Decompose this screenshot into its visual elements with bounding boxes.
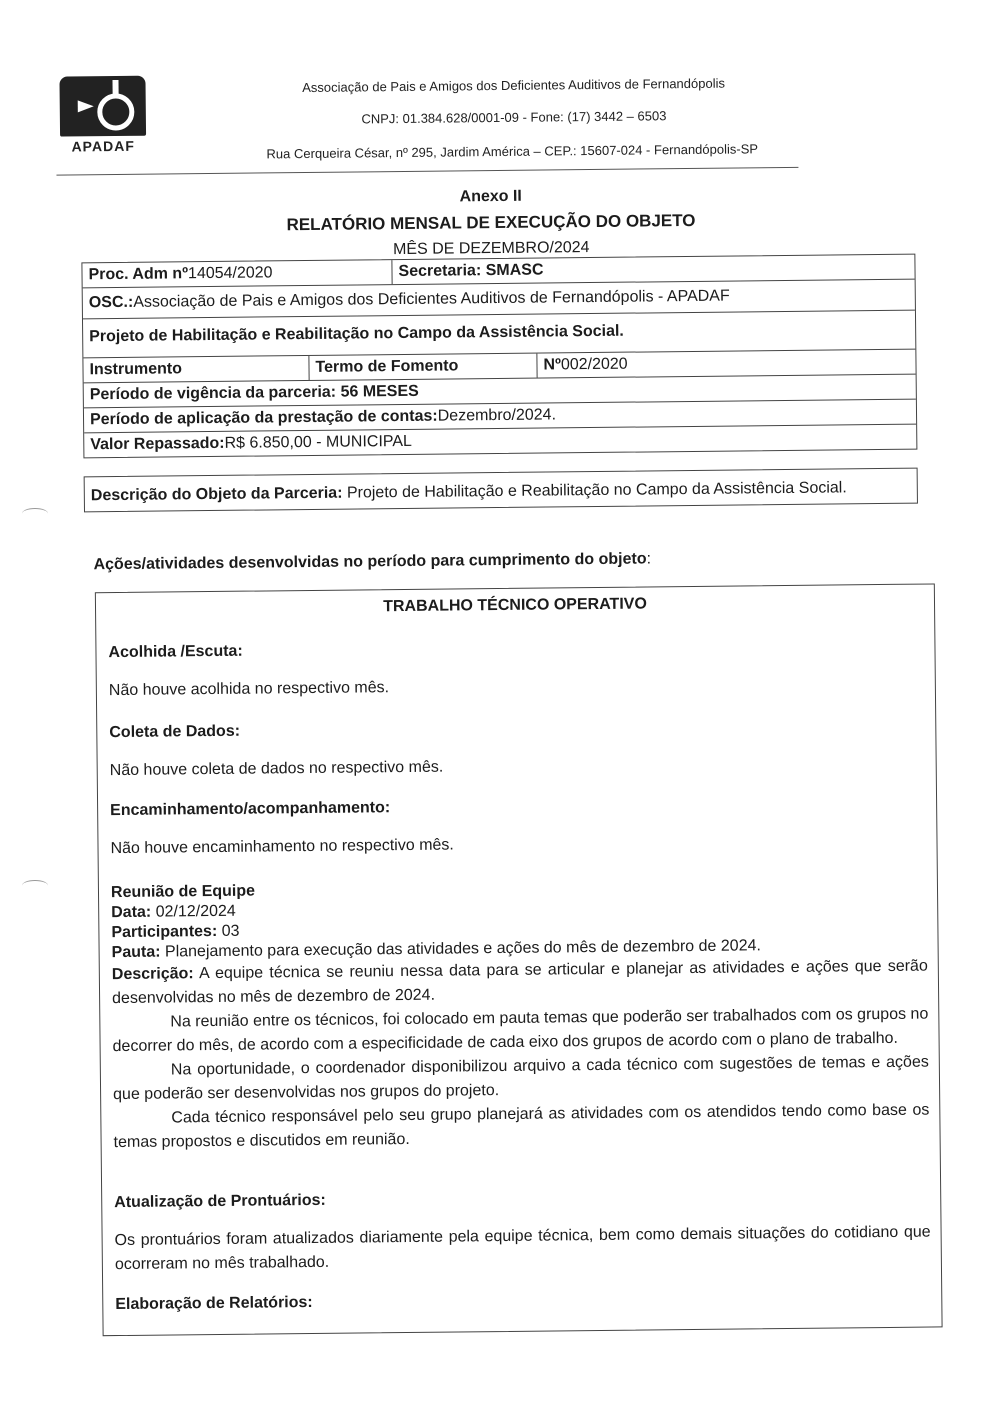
reuniao-paragraph-3: Cada técnico responsável pelo seu grupo planejará as atividades com os atendidos tendo como base os temas propostos e discutidos em reunião. [113,1101,930,1152]
logo-mark-icon [59,76,146,137]
acoes-suffix: : [646,550,652,568]
coleta-text: Não houve coleta de dados no respectivo mês. [109,758,444,780]
reuniao-paragraph-1: Na reunião entre os técnicos, foi colocado em pauta temas que poderão ser trabalhados com os grupos no decorrer do mês, de acordo com a especificidade de cada eixo dos grupos de acordo com o plano de trabalho. [112,1005,929,1056]
relatorios-section [115,1287,931,1316]
address: Rua Cerqueira César, nº 295, Jardim América – CEP.: 15607-024 - Fernandópolis-SP [266,141,759,162]
numero-label: Nº [543,356,561,374]
binder-hole-mark [22,508,48,519]
numero-value: 002/2020 [560,355,628,374]
proc-value: 14054/2020 [187,264,273,283]
acoes-label: Ações/atividades desenvolvidas no período para cumprimento do objeto [93,550,647,574]
acolhida-section [108,635,925,702]
instrumento-cell: Instrumento [83,356,309,382]
data-label: Data: [111,903,152,922]
vigencia-cell: Período de vigência da parceria: 56 MESES [89,382,419,404]
objeto-descricao-value: Projeto de Habilitação e Reabilitação no Campo da Assistência Social. [342,479,847,502]
encaminhamento-section [110,793,927,860]
reuniao-heading: Reunião de Equipe [110,882,256,902]
logo-text: APADAF [71,137,135,155]
apadaf-logo [55,76,150,157]
termo-cell: Termo de Fomento [309,354,537,380]
letterhead-divider [56,167,798,176]
reuniao-descricao [112,955,928,1012]
acoes-heading [93,550,651,574]
project-cell: Projeto de Habilitação e Reabilitação no Campo da Assistência Social. [89,322,624,346]
aplicacao-cell [84,403,562,432]
valor-value: R$ 6.850,00 - MUNICIPAL [224,432,413,452]
objeto-descricao-box [84,468,918,513]
info-table [81,254,917,459]
org-name: Associação de Pais e Amigos dos Deficientes Auditivos de Fernandópolis [302,75,726,96]
report-month: MÊS DE DEZEMBRO/2024 [392,239,590,259]
acolhida-text: Não houve acolhida no respectivo mês. [108,679,390,700]
prontuarios-heading: Atualização de Prontuários: [114,1191,326,1212]
osc-value: Associação de Pais e Amigos dos Deficientes Auditivos de Fernandópolis - APADAF [133,287,730,311]
coleta-section [109,715,926,782]
coleta-heading: Coleta de Dados: [109,722,241,742]
descricao-label: Descrição: [111,965,194,984]
proc-label: Proc. Adm nº [88,265,189,284]
valor-label: Valor Repassado: [90,434,225,454]
report-title: RELATÓRIO MENSAL DE EXECUÇÃO DO OBJETO [286,210,696,235]
proc-cell [82,260,392,287]
osc-label: OSC.: [88,293,134,312]
valor-cell [84,430,418,457]
participantes-value: 03 [217,922,240,940]
aplicacao-value: Dezembro/2024. [437,406,557,425]
prontuarios-text: Os prontuários foram atualizados diariamente pela equipe técnica, bem como demais situações do cotidiano que ocorreram no mês trabalhado. [114,1223,931,1274]
trabalho-tecnico-box [95,583,943,1336]
pauta-value: Planejamento para execução das atividades e ações do mês de dezembro de 2024. [160,937,761,961]
acolhida-heading: Acolhida /Escuta: [108,642,243,662]
objeto-descricao-label: Descrição do Objeto da Parceria: [90,484,343,505]
prontuarios-section [114,1185,931,1278]
encaminhamento-heading: Encaminhamento/acompanhamento: [110,799,391,820]
binder-hole-mark [22,880,48,891]
reuniao-paragraph-2: Na oportunidade, o coordenador disponibilizou arquivo a cada técnico com sugestões de temas e ações que poderão ser desenvolvidas nos grupos do projeto. [113,1053,929,1104]
encaminhamento-text: Não houve encaminhamento no respectivo mês. [110,836,454,858]
trabalho-tecnico-title: TRABALHO TÉCNICO OPERATIVO [383,595,647,616]
pauta-label: Pauta: [111,943,161,962]
aplicacao-label: Período de aplicação da prestação de contas: [89,407,438,429]
data-value: 02/12/2024 [151,902,236,921]
reuniao-section [111,875,930,1156]
annex-title: Anexo II [459,187,522,206]
participantes-label: Participantes: [111,922,218,942]
numero-cell [537,353,633,378]
secretaria-cell: Secretaria: SMASC [398,261,544,281]
relatorios-heading: Elaboração de Relatórios: [115,1293,313,1314]
descricao-value: A equipe técnica se reuniu nessa data para se articular e planejar as atividades e ações que serão desenvolvidas no mês de dezembro de 2024. [112,957,928,1008]
cnpj-phone: CNPJ: 01.384.628/0001-09 - Fone: (17) 3442 – 6503 [361,108,667,127]
